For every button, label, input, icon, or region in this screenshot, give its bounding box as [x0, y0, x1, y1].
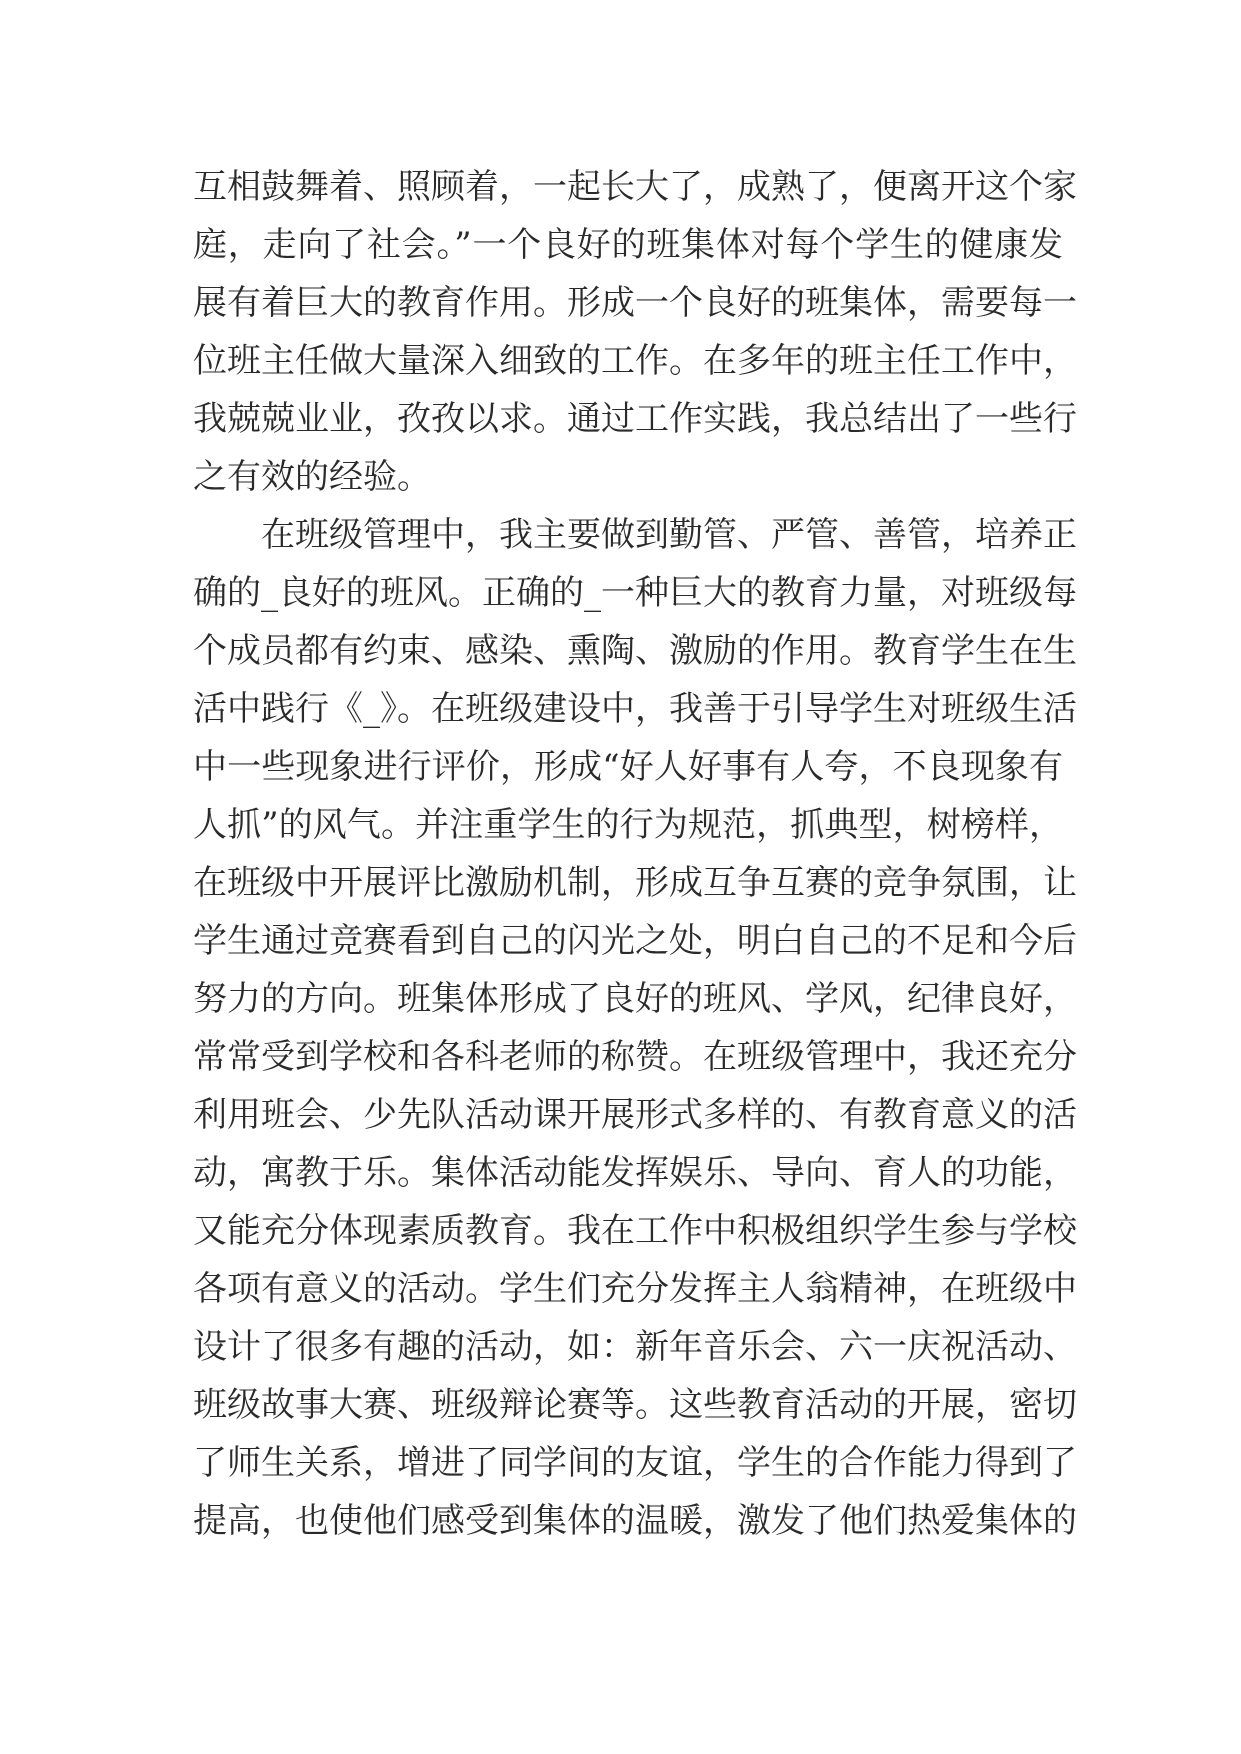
text-line: 在班级中开展评比激励机制，形成互争互赛的竞争氛围，让 [193, 863, 1077, 903]
text-line: 设计了很多有趣的活动，如：新年音乐会、六一庆祝活动、 [193, 1327, 1077, 1367]
text-line: 庭，走向了社会。”一个良好的班集体对每个学生的健康发 [193, 225, 1063, 265]
text-line: 了师生关系，增进了同学间的友谊，学生的合作能力得到了 [193, 1443, 1077, 1483]
text-line: 之有效的经验。 [193, 457, 431, 497]
text-line: 个成员都有约束、感染、熏陶、激励的作用。教育学生在生 [193, 631, 1077, 671]
text-line: 活中践行《_》。在班级建设中，我善于引导学生对班级生活 [193, 689, 1077, 729]
text-line: 努力的方向。班集体形成了良好的班风、学风，纪律良好， [193, 979, 1077, 1019]
text-line: 班级故事大赛、班级辩论赛等。这些教育活动的开展，密切 [193, 1385, 1077, 1425]
text-line: 互相鼓舞着、照顾着，一起长大了，成熟了，便离开这个家 [193, 167, 1077, 207]
text-line: 我兢兢业业，孜孜以求。通过工作实践，我总结出了一些行 [193, 399, 1077, 439]
text-line: 中一些现象进行评价，形成“好人好事有人夸，不良现象有 [193, 747, 1063, 787]
text-line: 在班级管理中，我主要做到勤管、严管、善管，培养正 [261, 515, 1077, 555]
text-line: 人抓”的风气。并注重学生的行为规范，抓典型，树榜样， [193, 805, 1063, 845]
paragraph-2 [193, 506, 1077, 1550]
text-line: 各项有意义的活动。学生们充分发挥主人翁精神，在班级中 [193, 1269, 1077, 1309]
text-line: 展有着巨大的教育作用。形成一个良好的班集体，需要每一 [193, 283, 1077, 323]
paragraph-1 [193, 158, 1077, 506]
text-line: 利用班会、少先队活动课开展形式多样的、有教育意义的活 [193, 1095, 1077, 1135]
text-line: 常常受到学校和各科老师的称赞。在班级管理中，我还充分 [193, 1037, 1077, 1077]
text-line: 学生通过竞赛看到自己的闪光之处，明白自己的不足和今后 [193, 921, 1077, 961]
document-body [193, 158, 1077, 1550]
text-line: 位班主任做大量深入细致的工作。在多年的班主任工作中， [193, 341, 1077, 381]
text-line: 又能充分体现素质教育。我在工作中积极组织学生参与学校 [193, 1211, 1077, 1251]
text-line: 提高，也使他们感受到集体的温暖，激发了他们热爱集体的 [193, 1501, 1077, 1541]
text-line: 确的_良好的班风。正确的_一种巨大的教育力量，对班级每 [193, 573, 1077, 613]
text-line: 动，寓教于乐。集体活动能发挥娱乐、导向、育人的功能， [193, 1153, 1077, 1193]
